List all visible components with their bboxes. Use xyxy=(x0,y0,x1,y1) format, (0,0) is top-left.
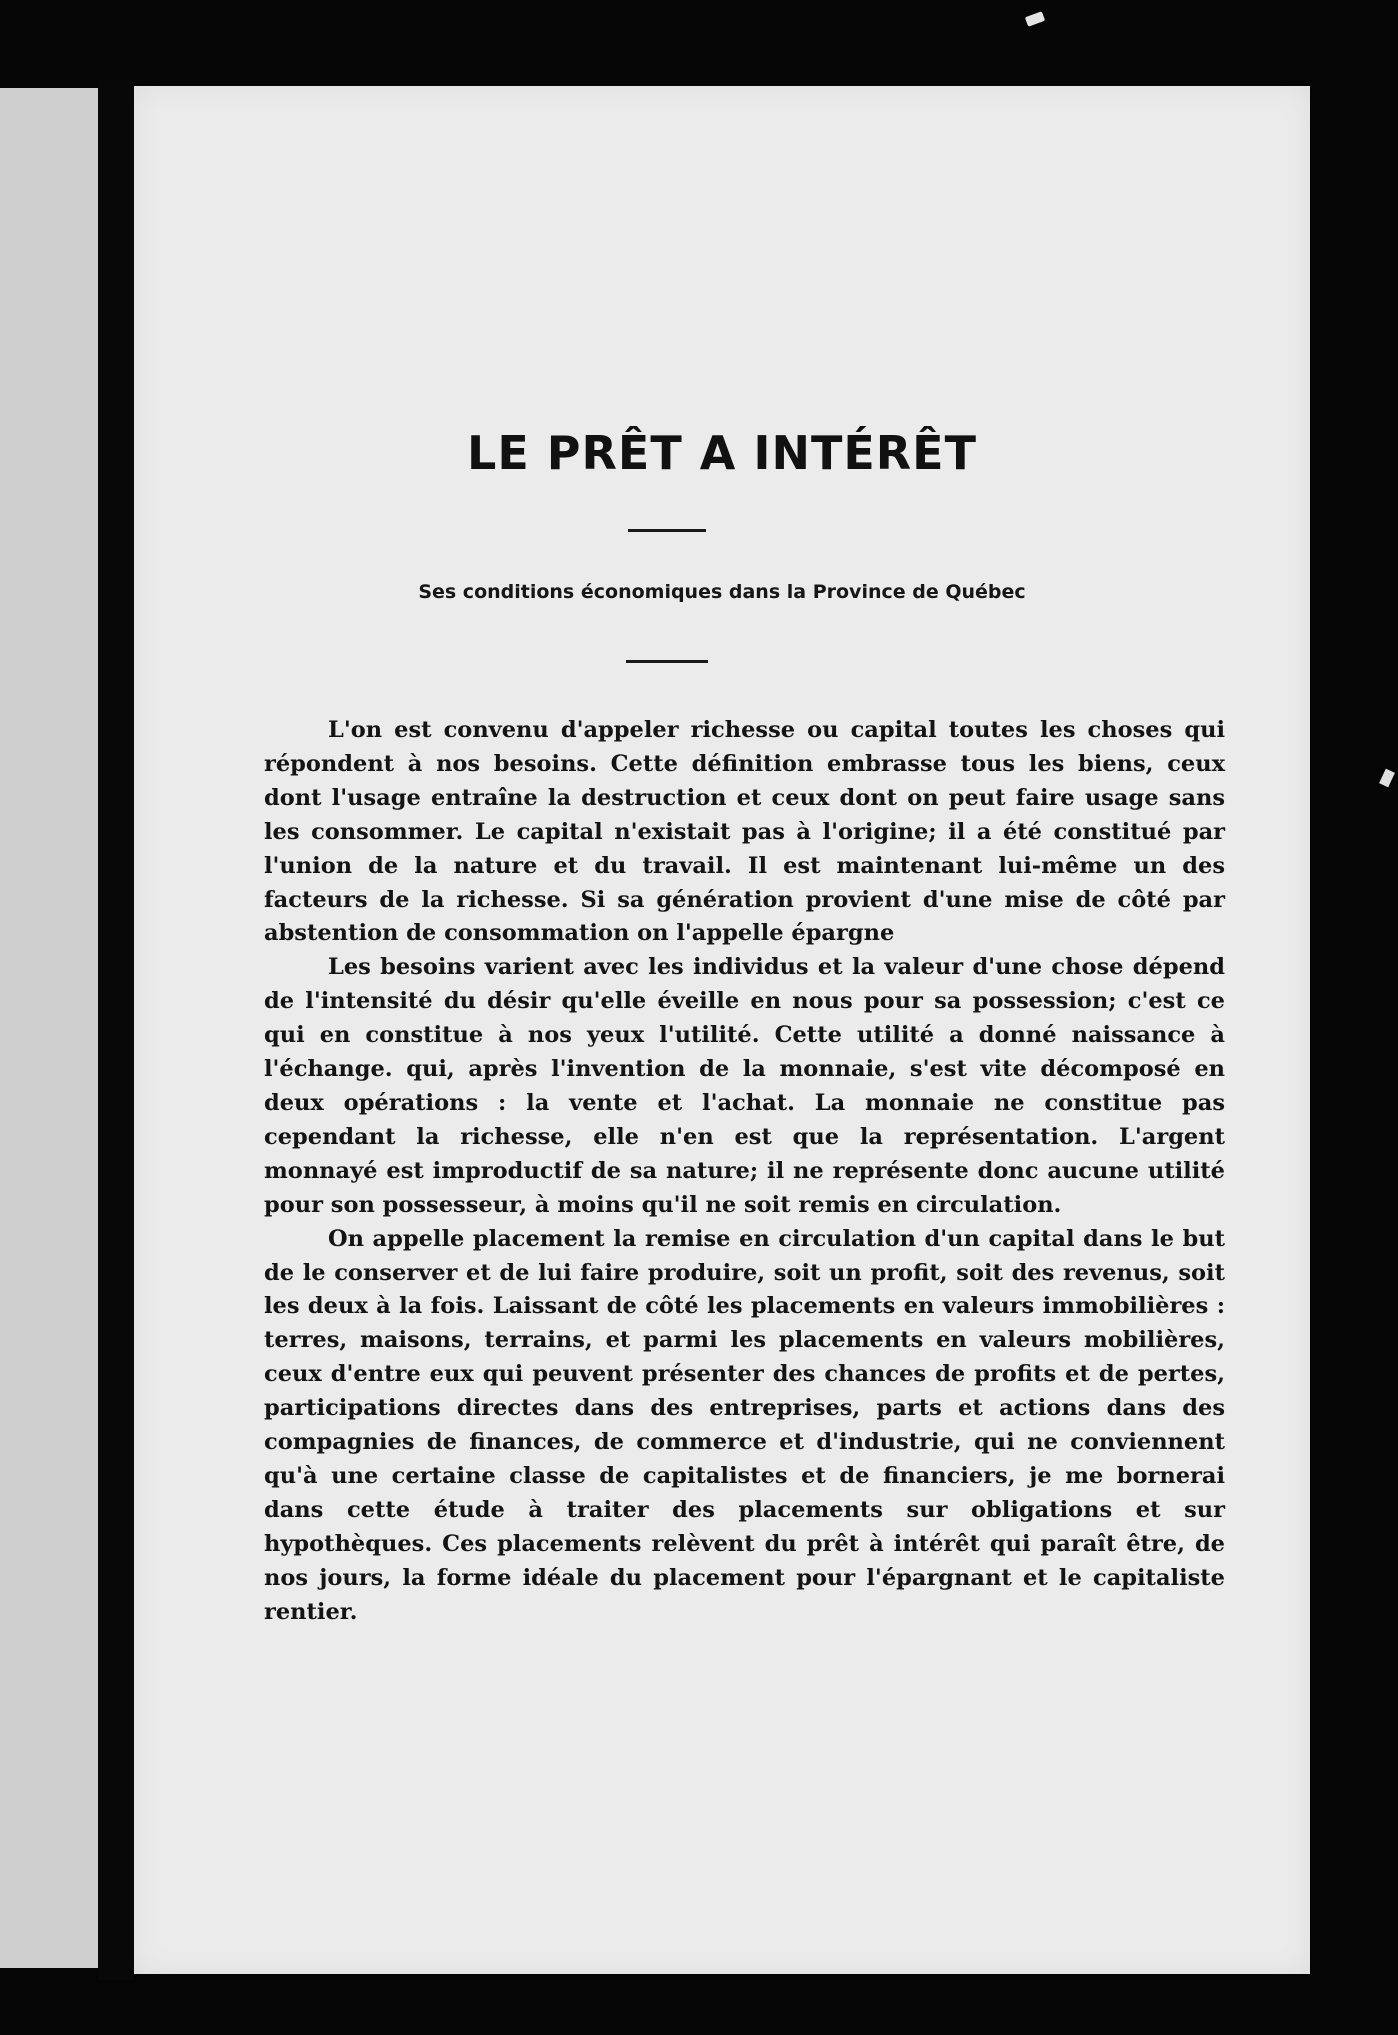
book-gutter xyxy=(98,80,134,1980)
paragraph: Les besoins varient avec les individus et la valeur d'une chose dépend de l'intensité du désir qu'elle éveille en nous pour sa possession; c'est ce qui en constitue à nos yeux l'utilité. Cette utilité a donné naissance à l'échange. qui, après l'invention de la monnaie, s'est vite décomposé en deux opérations : la vente et l'achat. La monnaie ne constitue pas cependant la richesse, elle n'en est que la représentation. L'argent monnayé est improductif de sa nature; il ne représente donc aucune utilité pour son possesseur, à moins qu'il ne soit remis en circulation. xyxy=(264,954,1225,1218)
page-subtitle: Ses conditions économiques dans la Province de Québec xyxy=(418,581,1026,603)
document-page xyxy=(134,86,1310,1974)
facing-page-edge xyxy=(0,88,98,1968)
scan-speck xyxy=(1379,769,1395,788)
body-text xyxy=(264,714,1225,1629)
subtitle-divider xyxy=(626,660,708,663)
page-title: LE PRÊT A INTÉRÊT xyxy=(467,426,977,480)
paragraph: On appelle placement la remise en circulation d'un capital dans le but de le conserver et de lui faire produire, soit un profit, soit des revenus, soit les deux à la fois. Laissant de côté les placements en valeurs immobilières : terres, maisons, terrains, et parmi les placements en valeurs mobilières, ceux d'entre eux qui peuvent présenter des chances de profits et de pertes, participations directes dans des entreprises, parts et actions dans des compagnies de finances, de commerce et d'industrie, qui ne conviennent qu'à une certaine classe de capitalistes et de financiers, je me bornerai dans cette étude à traiter des placements sur obligations et sur hypothèques. Ces placements relèvent du prêt à intérêt qui paraît être, de nos jours, la forme idéale du placement pour l'épargnant et le capitaliste rentier. xyxy=(264,1225,1225,1625)
paragraph: L'on est convenu d'appeler richesse ou capital toutes les choses qui répondent à nos besoins. Cette définition embrasse tous les biens, ceux dont l'usage entraîne la destruction et ceux dont on peut faire usage sans les consommer. Le capital n'existait pas à l'origine; il a été constitué par l'union de la nature et du travail. Il est maintenant lui-même un des facteurs de la richesse. Si sa génération provient d'une mise de côté par abstention de consommation on l'appelle épargne xyxy=(264,717,1225,947)
scan-speck xyxy=(1025,11,1045,27)
title-divider xyxy=(628,529,706,532)
